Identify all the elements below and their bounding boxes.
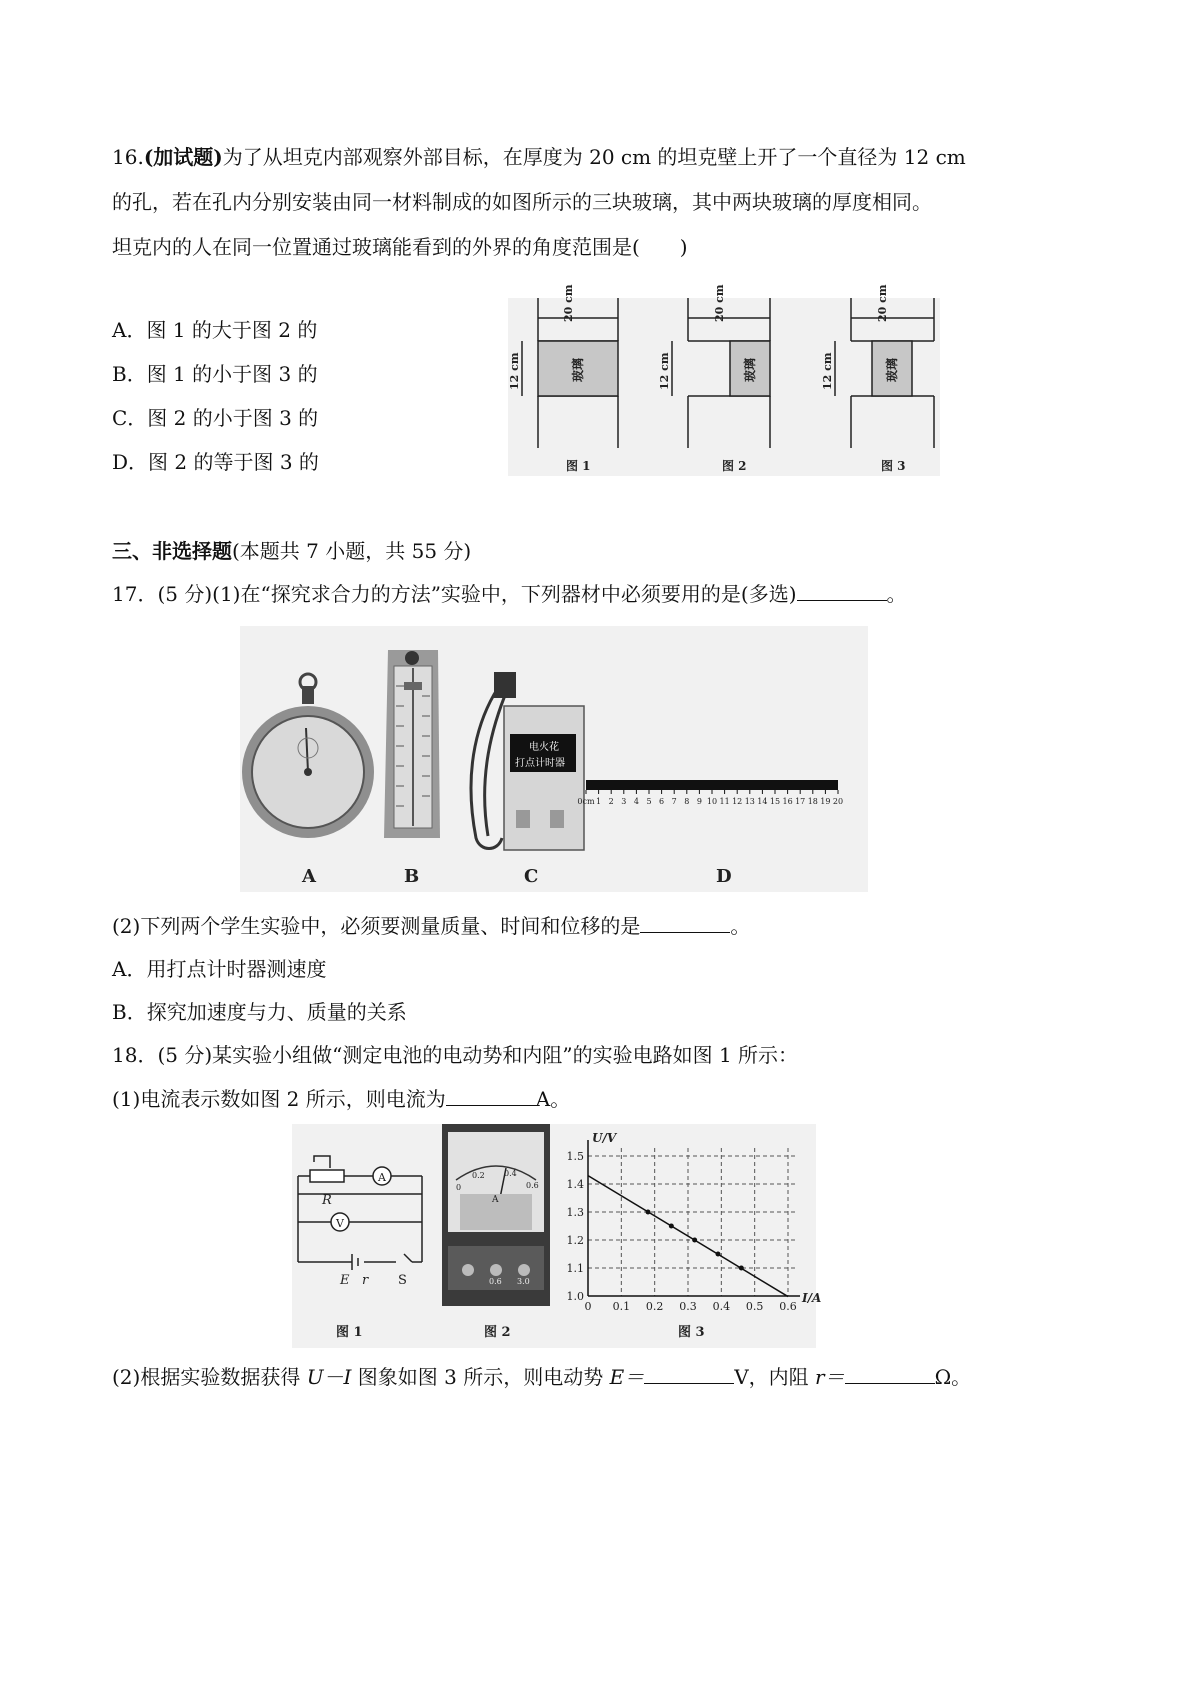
meter-unit: A	[492, 1195, 499, 1205]
chart-x-tick-label: 0.2	[645, 1300, 664, 1313]
equipment-label-d: D	[716, 866, 732, 887]
q18-text-r: r＝	[815, 1365, 845, 1389]
chart-data-point	[646, 1210, 651, 1215]
q17-answer-blank-1	[797, 582, 887, 601]
ruler-tick-label: 15	[769, 797, 781, 806]
q17-option-a: A．用打点计时器测速度	[112, 957, 327, 981]
meter-scale-0-4: 0.4	[504, 1169, 517, 1178]
circuit-label-voltmeter: V	[336, 1217, 344, 1230]
ruler-tick-label: 0cm	[577, 797, 595, 806]
meter-scale-0: 0	[456, 1183, 462, 1192]
chart-x-tick-label: 0.3	[679, 1300, 697, 1313]
fig1-hole-label: 12 cm	[508, 352, 521, 390]
ruler-tick-label: 16	[782, 797, 793, 806]
ruler-tick-label: 5	[646, 797, 652, 806]
ruler-tick-label: 6	[659, 797, 665, 806]
fig3-hole-label: 12 cm	[821, 352, 834, 390]
chart-y-tick-label: 1.2	[566, 1234, 584, 1247]
fig2-width-label: 20 cm	[713, 284, 726, 322]
section-title: 三、非选择题	[112, 539, 232, 563]
q16-line-2: 的孔，若在孔内分别安装由同一材料制成的如图所示的三块玻璃，其中两块玻璃的厚度相同。	[112, 190, 932, 214]
fig3-glass-label: 玻璃	[885, 357, 899, 382]
chart-y-tick-label: 1.5	[566, 1150, 584, 1163]
ruler-tick-label: 12	[732, 797, 743, 806]
equipment-figure	[240, 626, 868, 892]
meter-terminal-0-6: 0.6	[489, 1277, 502, 1286]
glass-figure	[508, 284, 940, 476]
q17-text-2-end: 。	[730, 914, 751, 938]
spring-scale	[384, 650, 440, 838]
meter-terminal-3-0: 3.0	[517, 1277, 530, 1286]
q18-text-3-end: Ω。	[934, 1365, 972, 1389]
q18-line-3	[112, 1363, 971, 1391]
q16-option-c: C．图 2 的小于图 3 的	[112, 406, 319, 430]
q16-tag: (加试题)	[143, 145, 223, 169]
ruler-tick-label: 8	[684, 797, 690, 806]
q18-line-1: 18．(5 分)某实验小组做“测定电池的电动势和内阻”的实验电路如图 1 所示：	[112, 1043, 799, 1067]
circuit-caption: 图 1	[336, 1325, 363, 1340]
ruler-tick-label: 19	[820, 797, 831, 806]
circuit-label-s: S	[398, 1273, 407, 1288]
q17-line-2	[112, 912, 750, 940]
chart-y-tick-label: 1.4	[566, 1178, 584, 1191]
meter-scale-0-6: 0.6	[526, 1181, 539, 1190]
chart-data-point	[716, 1252, 721, 1257]
equipment-label-c: C	[524, 866, 539, 887]
circuit-label-e: E	[340, 1273, 350, 1288]
meter-scale-0-2: 0.2	[472, 1171, 485, 1180]
q17-text-2: (2)下列两个学生实验中，必须要测量质量、时间和位移的是	[112, 914, 641, 938]
q18-text-2-end: A。	[535, 1087, 571, 1111]
chart-x-tick-label: 0.1	[612, 1300, 631, 1313]
q18-text-2: (1)电流表示数如图 2 所示，则电流为	[112, 1087, 446, 1111]
chart-x-tick-label: 0.5	[745, 1300, 764, 1313]
ruler-tick-label: 11	[719, 797, 730, 806]
section-heading	[112, 537, 471, 565]
ruler-tick-label: 1	[596, 797, 602, 806]
circuit-label-r-big: R	[322, 1193, 332, 1208]
q18-text-3c: V，内阻	[734, 1365, 816, 1389]
circuit-label-ammeter: A	[378, 1171, 386, 1184]
ruler-tick-label: 9	[696, 797, 702, 806]
chart-y-tick-label: 1.1	[566, 1262, 584, 1275]
ruler-tick-label: 14	[757, 797, 768, 806]
q18-text-3b: 图象如图 3 所示，则电动势	[351, 1365, 610, 1389]
chart-y-tick-label: 1.0	[566, 1290, 584, 1303]
fig3-caption: 图 3	[881, 459, 906, 473]
ruler-tick-label: 2	[608, 797, 614, 806]
q16-option-a: A．图 1 的大于图 2 的	[112, 318, 318, 342]
q16-option-d: D．图 2 的等于图 3 的	[112, 450, 319, 474]
q18-line-2	[112, 1085, 570, 1113]
q18-answer-blank-emf	[644, 1365, 734, 1384]
fig1-caption: 图 1	[566, 459, 591, 473]
equipment-label-b: B	[404, 866, 420, 887]
timer-label-1: 电火花	[529, 742, 559, 753]
q16-text-1: 为了从坦克内部观察外部目标，在厚度为 20 cm 的坦克壁上开了一个直径为 12 cm	[222, 145, 966, 169]
q18-text-3a: (2)根据实验数据获得	[112, 1365, 307, 1389]
fig2-hole-label: 12 cm	[658, 352, 671, 390]
fig1-width-label: 20 cm	[562, 284, 575, 322]
ruler-tick-label: 20	[832, 797, 844, 806]
chart-x-tick-label: 0	[584, 1300, 592, 1313]
q18-figure	[292, 1124, 822, 1348]
fig2-glass-label: 玻璃	[743, 357, 757, 382]
equipment-label-a: A	[302, 866, 316, 887]
timer-label-2: 打点计时器	[515, 758, 565, 769]
chart-x-tick-label: 0.4	[712, 1300, 731, 1313]
chart-x-label: I/A	[802, 1291, 822, 1305]
fig1-glass-label: 玻璃	[571, 357, 585, 382]
q16-number: 16.	[112, 145, 144, 169]
q18-text-ui: U－I	[306, 1365, 352, 1389]
chart-y-label: U/V	[592, 1131, 617, 1145]
q16-option-b: B．图 1 的小于图 3 的	[112, 362, 318, 386]
fig2-caption: 图 2	[722, 459, 747, 473]
q17-text-1-end: 。	[886, 582, 907, 606]
ruler-tick-label: 18	[807, 797, 818, 806]
q17-text-1: 17．(5 分)(1)在“探究求合力的方法”实验中，下列器材中必须要用的是(多选)	[112, 582, 797, 606]
ruler-tick-label: 17	[795, 797, 806, 806]
ruler-tick-label: 4	[633, 797, 639, 806]
q18-text-e: E＝	[609, 1365, 645, 1389]
chart-y-tick-label: 1.3	[566, 1206, 584, 1219]
chart-caption: 图 3	[678, 1325, 705, 1340]
chart-data-point	[692, 1238, 697, 1243]
q17-line-1	[112, 580, 907, 608]
chart-x-tick-label: 0.6	[779, 1300, 797, 1313]
q17-answer-blank-2	[640, 914, 730, 933]
chart-data-point	[669, 1224, 674, 1229]
ruler-tick-label: 10	[706, 797, 718, 806]
q16-line-3: 坦克内的人在同一位置通过玻璃能看到的外界的角度范围是( )	[112, 235, 688, 259]
q17-option-b: B．探究加速度与力、质量的关系	[112, 1000, 407, 1024]
ruler-tick-label: 7	[671, 797, 677, 806]
q18-answer-blank-resistance	[845, 1365, 935, 1384]
meter-caption: 图 2	[484, 1325, 511, 1340]
fig3-width-label: 20 cm	[876, 284, 889, 322]
chart-data-point	[739, 1266, 744, 1271]
ruler-tick-label: 13	[744, 797, 755, 806]
circuit-label-r-small: r	[362, 1273, 369, 1288]
ruler-tick-label: 3	[621, 797, 627, 806]
q16-line-1	[112, 143, 966, 171]
section-note: (本题共 7 小题，共 55 分)	[232, 539, 472, 563]
q18-answer-blank-current	[446, 1087, 536, 1106]
